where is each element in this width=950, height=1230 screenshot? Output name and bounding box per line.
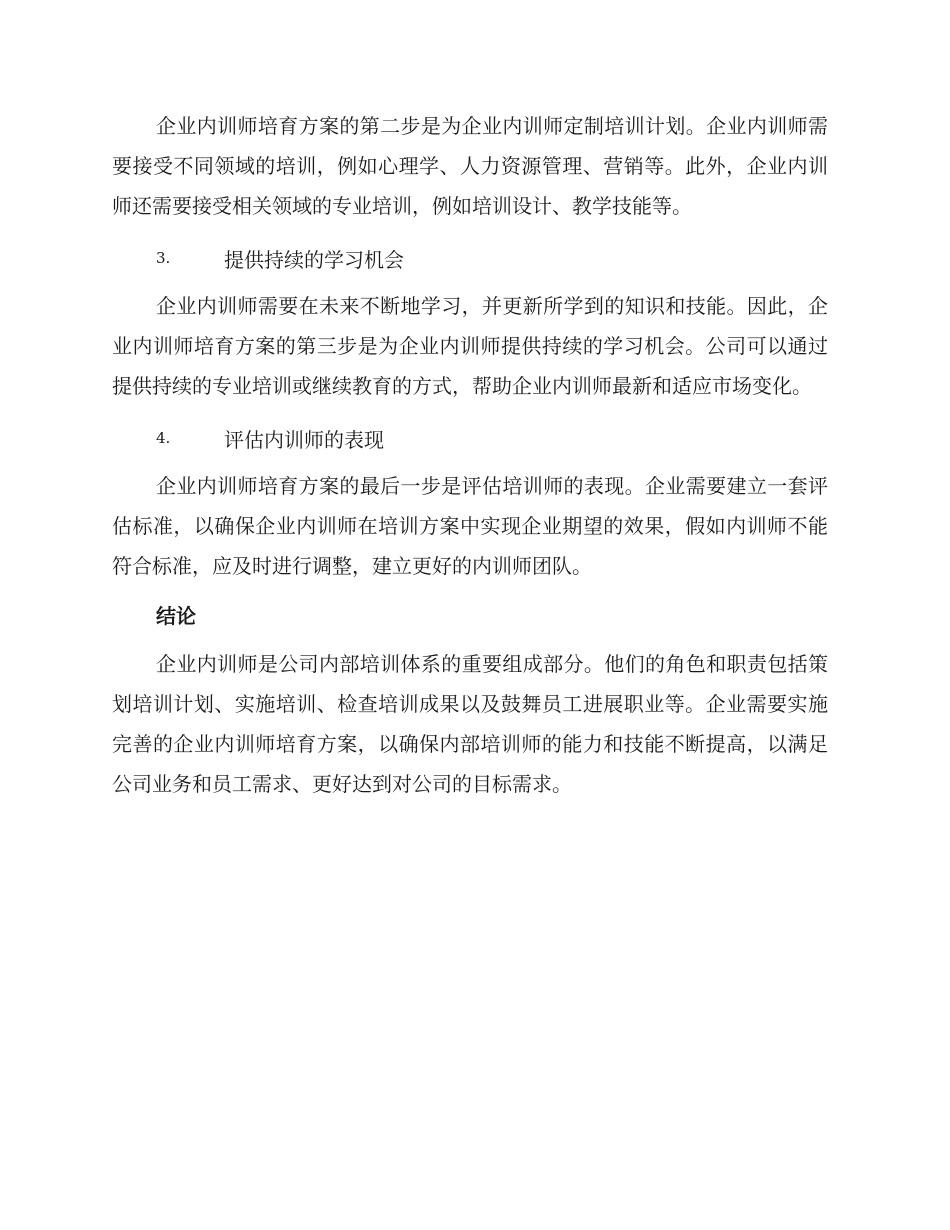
paragraph-evaluation: 企业内训师培育方案的最后一步是评估培训师的表现。企业需要建立一套评估标准，以确保企业内训师在培训方案中实现企业期望的效果，假如内训师不能符合标准，应及时进行调整，建立更好的内训师团队。 <box>112 474 828 578</box>
paragraph-training-plan: 企业内训师培育方案的第二步是为企业内训师定制培训计划。企业内训师需要接受不同领域的培训，例如心理学、人力资源管理、营销等。此外，企业内训师还需要接受相关领域的专业培训，例如培训设计、教学技能等。 <box>112 114 828 218</box>
paragraph-conclusion: 企业内训师是公司内部培训体系的重要组成部分。他们的角色和职责包括策划培训计划、实施培训、检查培训成果以及鼓舞员工进展职业等。企业需要实施完善的企业内训师培育方案，以确保内部培训师的能力和技能不断提高，以满足公司业务和员工需求、更好达到对公司的目标需求。 <box>112 652 828 796</box>
list-item-title: 提供持续的学习机会 <box>224 247 404 272</box>
list-number: 4. <box>156 429 171 447</box>
list-number: 3. <box>156 249 171 267</box>
list-item-title: 评估内训师的表现 <box>224 427 384 452</box>
section-heading-conclusion: 结论 <box>156 604 196 628</box>
list-item-4 <box>112 418 828 458</box>
paragraph-continuous-learning: 企业内训师需要在未来不断地学习，并更新所学到的知识和技能。因此，企业内训师培育方案的第三步是为企业内训师提供持续的学习机会。公司可以通过提供持续的专业培训或继续教育的方式，帮助企业内训师最新和适应市场变化。 <box>112 294 828 398</box>
list-item-3 <box>112 238 828 278</box>
document-page <box>112 106 828 804</box>
